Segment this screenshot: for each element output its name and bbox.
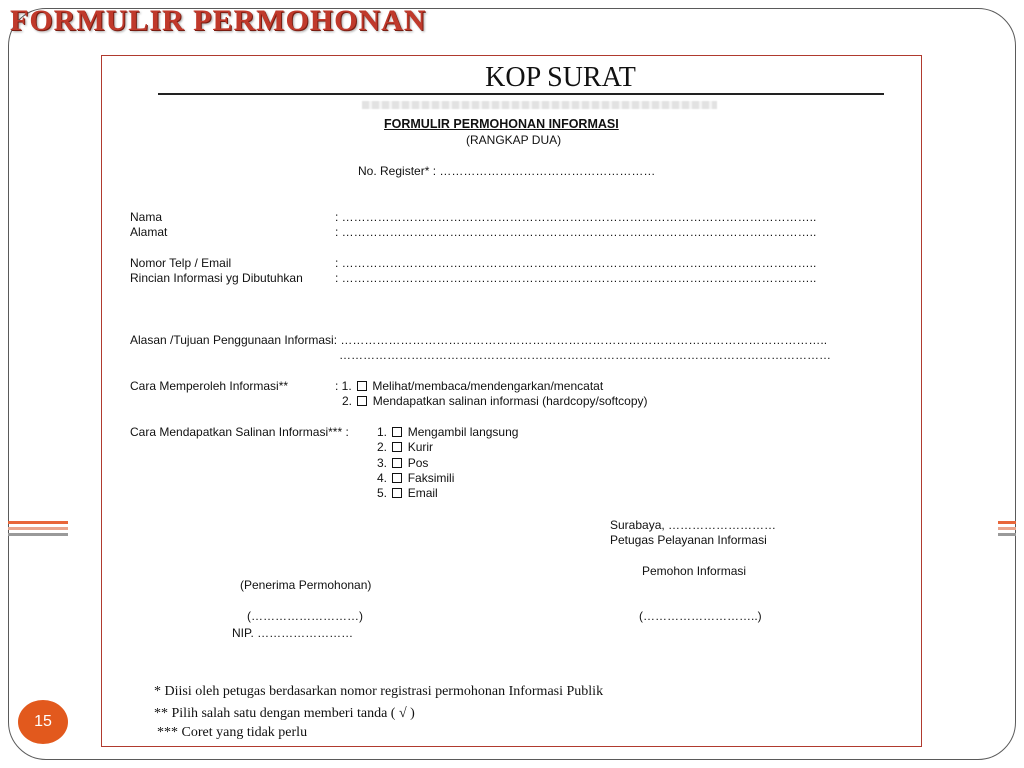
alasan-line-2[interactable]: …………………………………………………………………………………………………………… [339,348,831,362]
form-subtitle: (RANGKAP DUA) [466,133,562,147]
option-text: Melihat/membaca/mendengarkan/mencatat [372,379,604,393]
kop-divider [158,93,884,95]
footnote-2: ** Pilih salah satu dengan memberi tanda ( √ ) [154,706,415,721]
cara-memperoleh-option-1[interactable] [335,379,603,393]
checkbox-icon[interactable] [357,396,367,406]
faded-text-artifact [362,101,717,109]
field-value-alamat[interactable]: : ……………………………………………………………………………………………………….. [335,225,817,239]
field-value-rincian[interactable]: : ……………………………………………………………………………………………………….. [335,271,817,285]
footnote-3: *** Coret yang tidak perlu [157,725,308,740]
field-label-nama: Nama [130,210,163,224]
salinan-option-5[interactable] [377,486,438,500]
slide-title: FORMULIR PERMOHONAN [10,4,427,37]
option-text: Mendapatkan salinan informasi (hardcopy/softcopy) [372,394,648,408]
option-text: Email [407,486,438,500]
footnote-1: * Diisi oleh petugas berdasarkan nomor registrasi permohonan Informasi Publik [154,684,604,699]
field-label-alamat: Alamat [130,225,168,239]
checkbox-icon[interactable] [392,442,402,452]
option-number: 2. [377,440,388,454]
option-number: 3. [377,456,388,470]
cara-memperoleh-option-2[interactable] [342,394,648,408]
option-text: Mengambil langsung [407,425,519,439]
option-number: 4. [377,471,388,485]
signature-right: (………………………..) [639,609,762,623]
field-label-telp-email: Nomor Telp / Email [130,256,232,270]
checkbox-icon[interactable] [392,427,402,437]
salinan-option-3[interactable] [377,456,428,470]
cara-salinan-label: Cara Mendapatkan Salinan Informasi*** : [130,425,349,439]
salinan-option-2[interactable] [377,440,433,454]
form-title: FORMULIR PERMOHONAN INFORMASI [384,117,619,131]
option-number: 2. [342,394,353,408]
salinan-option-1[interactable] [377,425,518,439]
page-number-badge: 15 [18,700,68,744]
receiver-title: (Penerima Permohonan) [240,578,372,592]
checkbox-icon[interactable] [392,458,402,468]
option-text: Kurir [407,440,434,454]
checkbox-icon[interactable] [392,488,402,498]
field-value-telp-email[interactable]: : ……………………………………………………………………………………………………….. [335,256,817,270]
option-number: 1. [377,425,388,439]
alasan-line-1[interactable]: Alasan /Tujuan Penggunaan Informasi: ………………………………………………………………………………………………………….. [130,333,828,347]
salinan-option-4[interactable] [377,471,454,485]
checkbox-icon[interactable] [357,381,367,391]
cara-memperoleh-label: Cara Memperoleh Informasi** [130,379,289,393]
register-number: No. Register* : ……………………………………………… [358,164,656,178]
nip-line: NIP. …………………… [232,626,354,640]
option-number: : 1. [335,379,352,393]
applicant-title: Pemohon Informasi [642,564,747,578]
officer-title: Petugas Pelayanan Informasi [610,533,767,547]
signature-left: (………………………) [247,609,363,623]
left-side-decoration [8,521,68,539]
option-number: 5. [377,486,388,500]
right-side-decoration [998,521,1016,539]
option-text: Pos [407,456,429,470]
checkbox-icon[interactable] [392,473,402,483]
kop-surat-heading: KOP SURAT [485,62,636,93]
place-date: Surabaya, ……………………… [610,518,777,532]
option-text: Faksimili [407,471,455,485]
field-value-nama[interactable]: : ……………………………………………………………………………………………………….. [335,210,817,224]
form-document [101,55,922,747]
field-label-rincian: Rincian Informasi yg Dibutuhkan [130,271,303,285]
